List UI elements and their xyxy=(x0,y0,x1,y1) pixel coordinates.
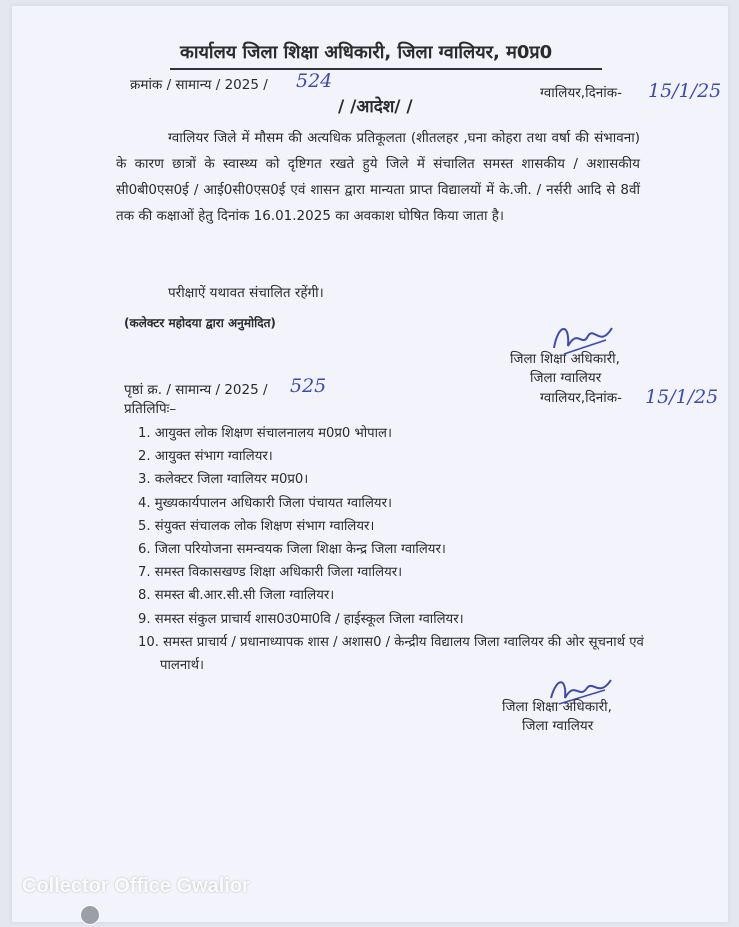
watermark-text: Collector Office Gwalior xyxy=(22,875,250,897)
globe-icon xyxy=(80,905,100,925)
signatory-title-1: जिला शिक्षा अधिकारी, xyxy=(510,351,620,367)
list-item: 9. समस्त संकुल प्राचार्य शास0उ0मा0वि / हाईस्कूल जिला ग्वालियर। xyxy=(138,611,464,627)
recipient-list xyxy=(138,422,648,677)
exams-note: परीक्षाऐं यथावत संचालित रहेंगी। xyxy=(168,285,324,301)
order-heading: / /आदेश/ / xyxy=(338,97,413,117)
list-item: 3. कलेक्टर जिला ग्वालियर म0प्र0। xyxy=(138,472,309,488)
endorsement-number-handwritten: 525 xyxy=(290,375,327,397)
title-underline xyxy=(170,68,602,70)
endorsement-reference: पृष्ठां क्र. / सामान्य / 2025 / xyxy=(124,382,268,398)
place-date-label: ग्वालियर,दिनांक- xyxy=(540,85,622,101)
office-title: कार्यालय जिला शिक्षा अधिकारी, जिला ग्वालियर, म0प्र0 xyxy=(180,42,553,63)
endorsement-place-date-label: ग्वालियर,दिनांक- xyxy=(540,390,622,406)
date-handwritten: 15/1/25 xyxy=(648,80,722,102)
list-item: 10. समस्त प्राचार्य / प्रधानाध्यापक शास / अशास0 / केन्द्रीय विद्यालय जिला ग्वालियर की ओर सूचनार्थ एवं पालनार्थ। xyxy=(138,634,644,674)
list-item: 4. मुख्यकार्यपालन अधिकारी जिला पंचायत ग्वालियर। xyxy=(138,495,392,511)
order-reference: क्रमांक / सामान्य / 2025 / xyxy=(130,77,268,93)
list-item: 5. संयुक्त संचालक लोक शिक्षण संभाग ग्वालियर। xyxy=(138,518,375,534)
list-item: 7. समस्त विकासखण्ड शिक्षा अधिकारी जिला ग्वालियर। xyxy=(138,565,403,581)
endorsement-date-handwritten: 15/1/25 xyxy=(645,386,719,408)
list-item: 8. समस्त बी.आर.सी.सी जिला ग्वालियर। xyxy=(138,588,335,604)
order-body: ग्वालियर जिले में मौसम की अत्यधिक प्रतिकूलता (शीतलहर ,घना कोहरा तथा वर्षा की संभावना) के कारण छात्रों के स्वास्थ्य को दृष्टिगत रखते हुये जिले में संचालित समस्त शासकीय / अशासकीय सी0बी0एस0ई / आई0सी0एस0ई एवं शासन द्वारा मान्यता प्राप्त विद्यालयों में के.जी. / नर्सरी आदि से 8वीं तक की कक्षाओं हेतु दिनांक 16.01.2025 का अवकाश घोषित किया जाता है। xyxy=(116,130,640,224)
copy-to-label: प्रतिलिपिः– xyxy=(124,401,177,417)
approval-note: (कलेक्टर महोदया द्वारा अनुमोदित) xyxy=(124,316,276,330)
list-item: 6. जिला परियोजना समन्वयक जिला शिक्षा केन्द्र जिला ग्वालियर। xyxy=(138,542,446,558)
list-item: 1. आयुक्त लोक शिक्षण संचालनालय म0प्र0 भोपाल। xyxy=(138,426,392,441)
signatory-district-1: जिला ग्वालियर xyxy=(530,370,602,386)
signatory-title-2: जिला शिक्षा अधिकारी, xyxy=(502,699,612,715)
list-item: 2. आयुक्त संभाग ग्वालियर। xyxy=(138,449,273,465)
order-number-handwritten: 524 xyxy=(296,70,333,92)
signatory-district-2: जिला ग्वालियर xyxy=(522,718,594,734)
